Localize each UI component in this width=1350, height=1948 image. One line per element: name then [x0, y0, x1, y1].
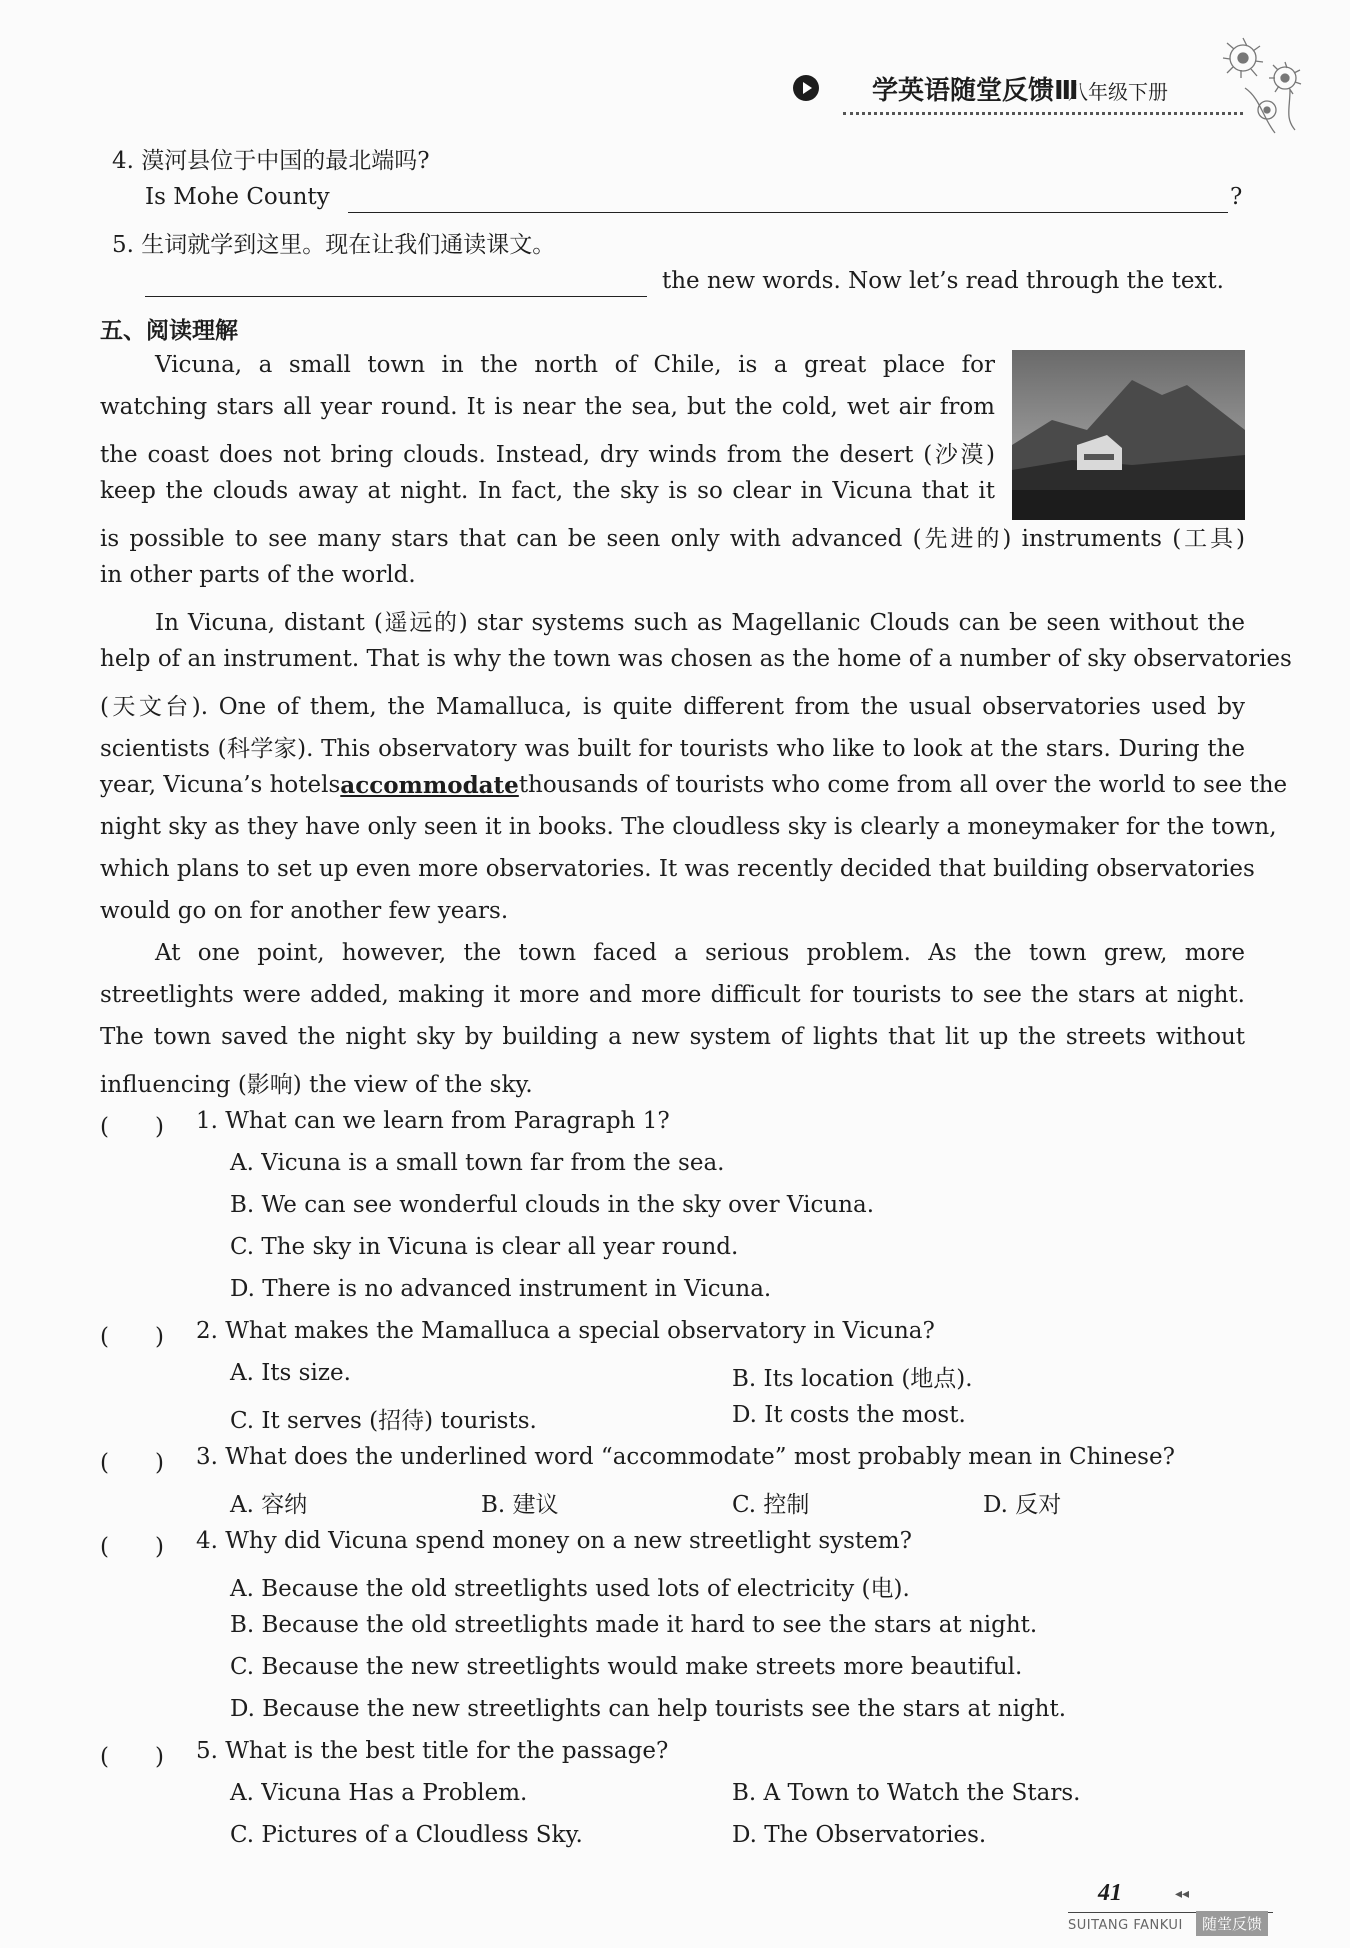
question-5-answer-blank[interactable] [145, 296, 647, 297]
section-title: 五、阅读理解 [100, 318, 238, 344]
sunflower-decoration-icon [1205, 18, 1320, 138]
paragraph-1-line-4: keep the clouds away at night. In fact, the sky is so clear in Vicuna that it [100, 478, 995, 504]
question-4-option-d[interactable]: D. Because the new streetlights can help tourists see the stars at night. [230, 1696, 1067, 1722]
paragraph-3-line-1: At one point, however, the town faced a serious problem. As the town grew, more [155, 940, 1245, 966]
page-number: 41 [1098, 1880, 1122, 1906]
question-2-option-d[interactable]: D. It costs the most. [732, 1402, 966, 1428]
question-1-stem: 1. What can we learn from Paragraph 1? [196, 1108, 670, 1134]
question-4-option-a[interactable]: A. Because the old streetlights used lots of electricity (电). [230, 1576, 910, 1602]
question-4-option-b[interactable]: B. Because the old streetlights made it hard to see the stars at night. [230, 1612, 1038, 1638]
question-1-option-c[interactable]: C. The sky in Vicuna is clear all year round. [230, 1234, 739, 1260]
book-subtitle: 八年级下册 [1068, 80, 1168, 104]
footer-brand: SUITANG FANKUI [1068, 1918, 1183, 1933]
question-1-option-a[interactable]: A. Vicuna is a small town far from the sea. [230, 1150, 725, 1176]
paragraph-2-line-6: night sky as they have only seen it in books. The cloudless sky is clearly a moneymaker for the town, [100, 814, 1277, 840]
answer-bracket-5[interactable]: ( ) [100, 1744, 164, 1770]
footer-tag: 随堂反馈 [1196, 1911, 1268, 1936]
question-5-option-d[interactable]: D. The Observatories. [732, 1822, 987, 1848]
observatory-photo [1012, 350, 1245, 520]
question-5-option-a[interactable]: A. Vicuna Has a Problem. [230, 1780, 528, 1806]
question-3-option-c[interactable]: C. 控制 [732, 1492, 810, 1518]
question-4-stem: 4. Why did Vicuna spend money on a new streetlight system? [196, 1528, 912, 1554]
paragraph-2-line-2: help of an instrument. That is why the town was chosen as the home of a number of sky observatories [100, 646, 1292, 672]
question-2-option-c[interactable]: C. It serves (招待) tourists. [230, 1408, 537, 1434]
paragraph-3-line-4: influencing (影响) the view of the sky. [100, 1072, 533, 1098]
question-2-stem: 2. What makes the Mamalluca a special observatory in Vicuna? [196, 1318, 935, 1344]
paragraph-1-line-5: is possible to see many stars that can be seen only with advanced (先进的) instruments (工具) [100, 526, 1245, 552]
question-4-chinese: 4. 漠河县位于中国的最北端吗? [112, 148, 430, 174]
paragraph-2-line-8: would go on for another few years. [100, 898, 509, 924]
question-4-question-mark: ? [1230, 184, 1243, 210]
question-4-english-start: Is Mohe County [145, 184, 330, 210]
paragraph-1-line-6: in other parts of the world. [100, 562, 416, 588]
play-icon [793, 75, 819, 101]
header-dotted-rule [843, 112, 1243, 115]
book-title: 学英语随堂反馈Ⅲ [872, 76, 1079, 106]
paragraph-2-line-5 [100, 772, 1288, 799]
paragraph-1-line-1: Vicuna, a small town in the north of Chile, is a great place for [155, 352, 995, 378]
paragraph-2-line-3: (天文台). One of them, the Mamalluca, is quite different from the usual observatories used by [100, 694, 1245, 720]
paragraph-3-line-3: The town saved the night sky by building a new system of lights that lit up the streets without [100, 1024, 1245, 1050]
question-3-option-a[interactable]: A. 容纳 [230, 1492, 308, 1518]
underlined-word-accommodate: accommodate [340, 772, 519, 799]
answer-bracket-1[interactable]: ( ) [100, 1114, 164, 1140]
paragraph-1-line-2: watching stars all year round. It is near the sea, but the cold, wet air from [100, 394, 995, 420]
question-4-option-c[interactable]: C. Because the new streetlights would make streets more beautiful. [230, 1654, 1023, 1680]
paragraph-2-line-5-after: thousands of tourists who come from all over the world to see the [518, 772, 1288, 798]
question-5-english-end: the new words. Now let’s read through the text. [662, 268, 1224, 294]
paragraph-2-line-4: scientists (科学家). This observatory was built for tourists who like to look at the stars. During the [100, 736, 1245, 762]
answer-bracket-3[interactable]: ( ) [100, 1450, 164, 1476]
paragraph-1-line-3: the coast does not bring clouds. Instead, dry winds from the desert (沙漠) [100, 442, 995, 468]
paragraph-2-line-1: In Vicuna, distant (遥远的) star systems such as Magellanic Clouds can be seen without the [155, 610, 1245, 636]
question-5-stem: 5. What is the best title for the passage? [196, 1738, 669, 1764]
paragraph-2-line-7: which plans to set up even more observatories. It was recently decided that building observatories [100, 856, 1255, 882]
question-2-option-b[interactable]: B. Its location (地点). [732, 1366, 973, 1392]
paragraph-3-line-2: streetlights were added, making it more and more difficult for tourists to see the stars at night. [100, 982, 1245, 1008]
question-1-option-d[interactable]: D. There is no advanced instrument in Vicuna. [230, 1276, 772, 1302]
question-3-option-b[interactable]: B. 建议 [481, 1492, 559, 1518]
question-4-answer-blank[interactable] [348, 212, 1228, 213]
question-5-option-b[interactable]: B. A Town to Watch the Stars. [732, 1780, 1081, 1806]
question-3-stem: 3. What does the underlined word “accommodate” most probably mean in Chinese? [196, 1444, 1175, 1470]
question-5-option-c[interactable]: C. Pictures of a Cloudless Sky. [230, 1822, 583, 1848]
question-5-chinese: 5. 生词就学到这里。现在让我们通读课文。 [112, 232, 556, 258]
question-1-option-b[interactable]: B. We can see wonderful clouds in the sky over Vicuna. [230, 1192, 875, 1218]
question-3-option-d[interactable]: D. 反对 [983, 1492, 1062, 1518]
question-2-option-a[interactable]: A. Its size. [230, 1360, 351, 1386]
paragraph-2-line-5-before: year, Vicuna’s hotels [100, 772, 341, 798]
answer-bracket-4[interactable]: ( ) [100, 1534, 164, 1560]
answer-bracket-2[interactable]: ( ) [100, 1324, 164, 1350]
double-arrow-left-icon: ◂◂ [1175, 1886, 1190, 1902]
page-header [0, 0, 1350, 140]
